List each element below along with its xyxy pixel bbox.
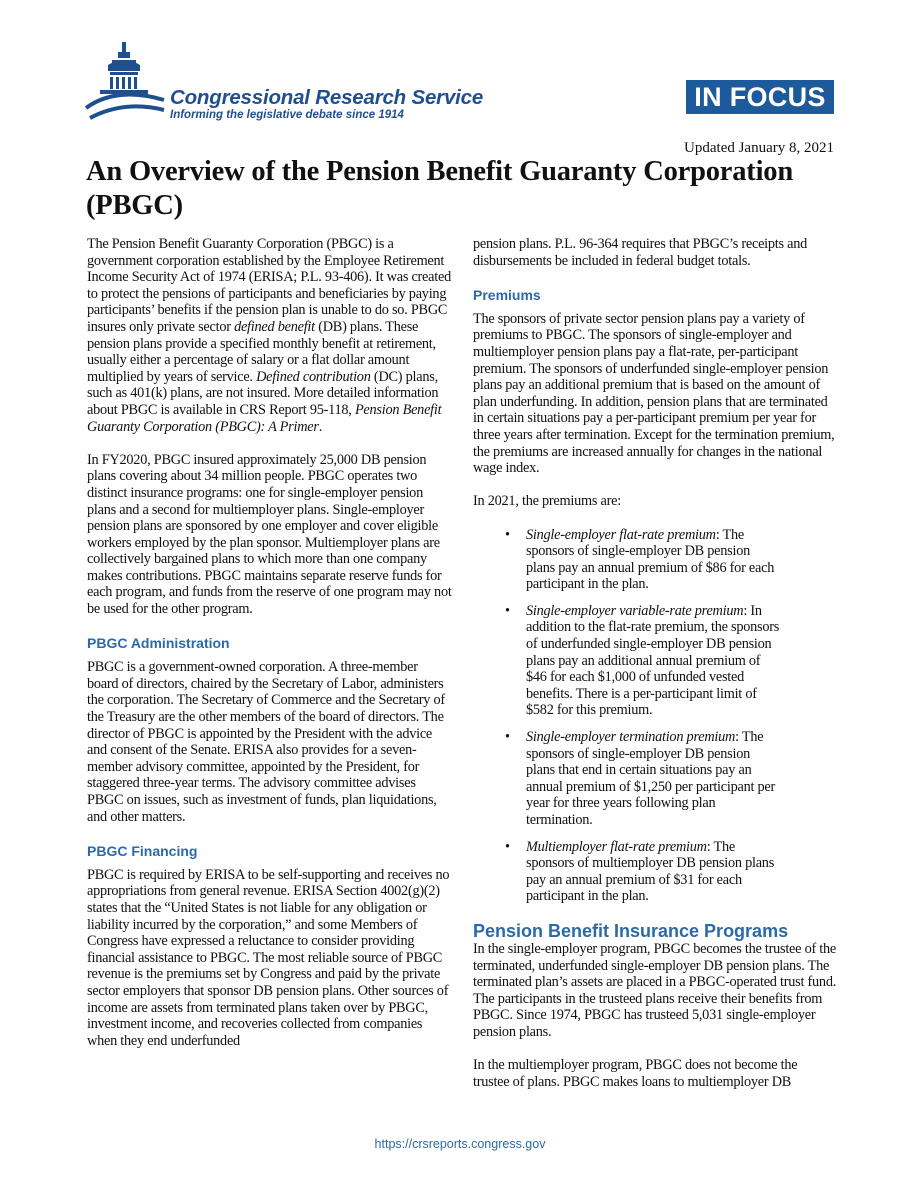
list-item bbox=[473, 603, 782, 719]
capitol-dome-icon bbox=[84, 38, 166, 126]
intro-paragraph bbox=[87, 236, 452, 435]
premium-text: : The sponsors of single-employer DB pension plans pay an annual premium of $86 for each participant in the plan. bbox=[526, 526, 775, 593]
updated-date: Updated January 8, 2021 bbox=[684, 140, 834, 156]
premium-term: Single-employer variable-rate premium bbox=[526, 602, 744, 619]
heading-premiums: Premiums bbox=[473, 286, 541, 303]
in-focus-badge: IN FOCUS bbox=[686, 80, 834, 114]
premium-text: : The sponsors of multiemployer DB pension plans pay an annual premium of $31 for each participant in the plan. bbox=[526, 838, 775, 905]
defined-benefit-term: defined benefit bbox=[234, 318, 315, 335]
administration-paragraph: PBGC is a government-owned corporation. A three-member board of directors, chaired by the Secretary of Labor, administers the corporation. The Secretary of Commerce and the Secretary of the Treasury are the other members of the board of directors. The director of PBGC is appointed by the President with the advice and consent of the Senate. ERISA also provides for a seven-member advisory committee, appointed by the President, for staggered three-year terms. The advisory committee advises PBGC on issues, such as investment of funds, plan liquidations, and other matters. bbox=[87, 659, 445, 825]
intro-text-d: . bbox=[318, 418, 323, 435]
intro-text-a: The Pension Benefit Guaranty Corporation (PBGC) is a government corporation established by the Employee Retirement Income Security Act of 1974 (ERISA; P.L. 93-406). It was created to protect the pensions of participants and beneficiaries by paying participants’ benefits if the pension plan is unable to do so. PBGC insures only private sector bbox=[87, 236, 451, 335]
defined-contribution-term: Defined contribution bbox=[256, 368, 371, 385]
list-item bbox=[473, 527, 782, 593]
financing-continued-paragraph: pension plans. P.L. 96-364 requires that PBGC’s receipts and disbursements be included in federal budget totals. bbox=[473, 236, 808, 269]
report-title-link[interactable]: Pension Benefit Guaranty Corporation (PBGC): A Primer bbox=[87, 401, 442, 435]
premium-term: Single-employer flat-rate premium bbox=[526, 526, 716, 543]
premium-text: : In addition to the flat-rate premium, the sponsors of underfunded single-employer DB pension plans pay an additional annual premium of $46 for each $1,000 of unfunded vested benefits. There is a per-participant limit of $582 for this premium. bbox=[526, 602, 780, 719]
multiemployer-program-paragraph: In the multiemployer program, PBGC does not become the trustee of plans. PBGC makes loans to multiemployer DB bbox=[473, 1057, 798, 1090]
fy2020-paragraph: In FY2020, PBGC insured approximately 25,000 DB pension plans covering about 34 million people. PBGC operates two distinct insurance programs: one for single-employer pension plans and a second for multiemployer plans. Single-employer pension plans are sponsored by one employer and cover eligible workers employed by the plan sponsor. Multiemployer plans are collectively bargained plans to which more than one company makes contributions. PBGC maintains separate reserve funds for each program, and funds from the reserve of one program may not be used for the other program. bbox=[87, 451, 452, 618]
premium-term: Single-employer termination premium bbox=[526, 729, 736, 746]
footer-url-link[interactable]: https://crsreports.congress.gov bbox=[374, 1137, 546, 1151]
org-tagline: Informing the legislative debate since 1914 bbox=[170, 109, 404, 121]
intro-text-c: (DC) plans, such as 401(k) plans, are not insured. More detailed information about PBGC is available in CRS Report 95-118, bbox=[87, 368, 439, 418]
list-item bbox=[473, 839, 782, 905]
premium-list bbox=[473, 527, 837, 905]
right-column bbox=[473, 236, 837, 1107]
left-column bbox=[87, 236, 452, 1066]
premium-text: : The sponsors of single-employer DB pension plans that end in certain situations pay an annual premium of $1,250 per participant per year for three years following plan termination. bbox=[526, 729, 776, 828]
premiums-2021-intro: In 2021, the premiums are: bbox=[473, 493, 621, 510]
premium-term: Multiemployer flat-rate premium bbox=[526, 838, 707, 855]
heading-insurance-programs: Pension Benefit Insurance Programs bbox=[473, 920, 789, 941]
premiums-paragraph: The sponsors of private sector pension plans pay a variety of premiums to PBGC. The sponsors of single-employer and multiemployer pension plans pay a flat-rate, per-participant premium. The sponsors of underfunded single-employer pension plans pay an additional premium that is based on the amount of plan underfunding. In addition, pension plans that are terminated in certain situations pay a per-participant premium per year for three years after termination. Except for the termination premium, the premiums are increased annually for changes in the national wage index. bbox=[473, 310, 835, 477]
page-title: An Overview of the Pension Benefit Guaranty Corporation (PBGC) bbox=[86, 156, 793, 221]
intro-text-b: (DB) plans. These pension plans provide a specified monthly benefit at retirement, usually either a percentage of salary or a flat dollar amount multiplied by years of service. bbox=[87, 318, 436, 385]
financing-paragraph: PBGC is required by ERISA to be self-supporting and receives no appropriations from general revenue. ERISA Section 4002(g)(2) states that the “United States is not liable for any obligation or liability incurred by the corporation,” and some Members of Congress have expressed a reluctance to consider providing financial assistance to PBGC. The most reliable source of PBGC revenue is the premiums set by Congress and paid by the private sector employers that sponsor DB pension plans. Other sources of income are assets from terminated plans taken over by PBGC, investment income, and recoveries collected from companies when they end underfunded bbox=[87, 866, 450, 1049]
org-name: Congressional Research Service bbox=[170, 86, 484, 109]
single-employer-program-paragraph: In the single-employer program, PBGC becomes the trustee of the terminated, underfunded single-employer DB pension plans. The terminated plan’s assets are placed in a PBGC-operated trust fund. The participants in the trusteed plans receive their benefits from PBGC. Since 1974, PBGC has trusteed 5,031 single-employer pension plans. bbox=[473, 940, 837, 1040]
heading-administration: PBGC Administration bbox=[87, 635, 230, 652]
list-item bbox=[473, 729, 782, 829]
heading-financing: PBGC Financing bbox=[87, 842, 198, 859]
